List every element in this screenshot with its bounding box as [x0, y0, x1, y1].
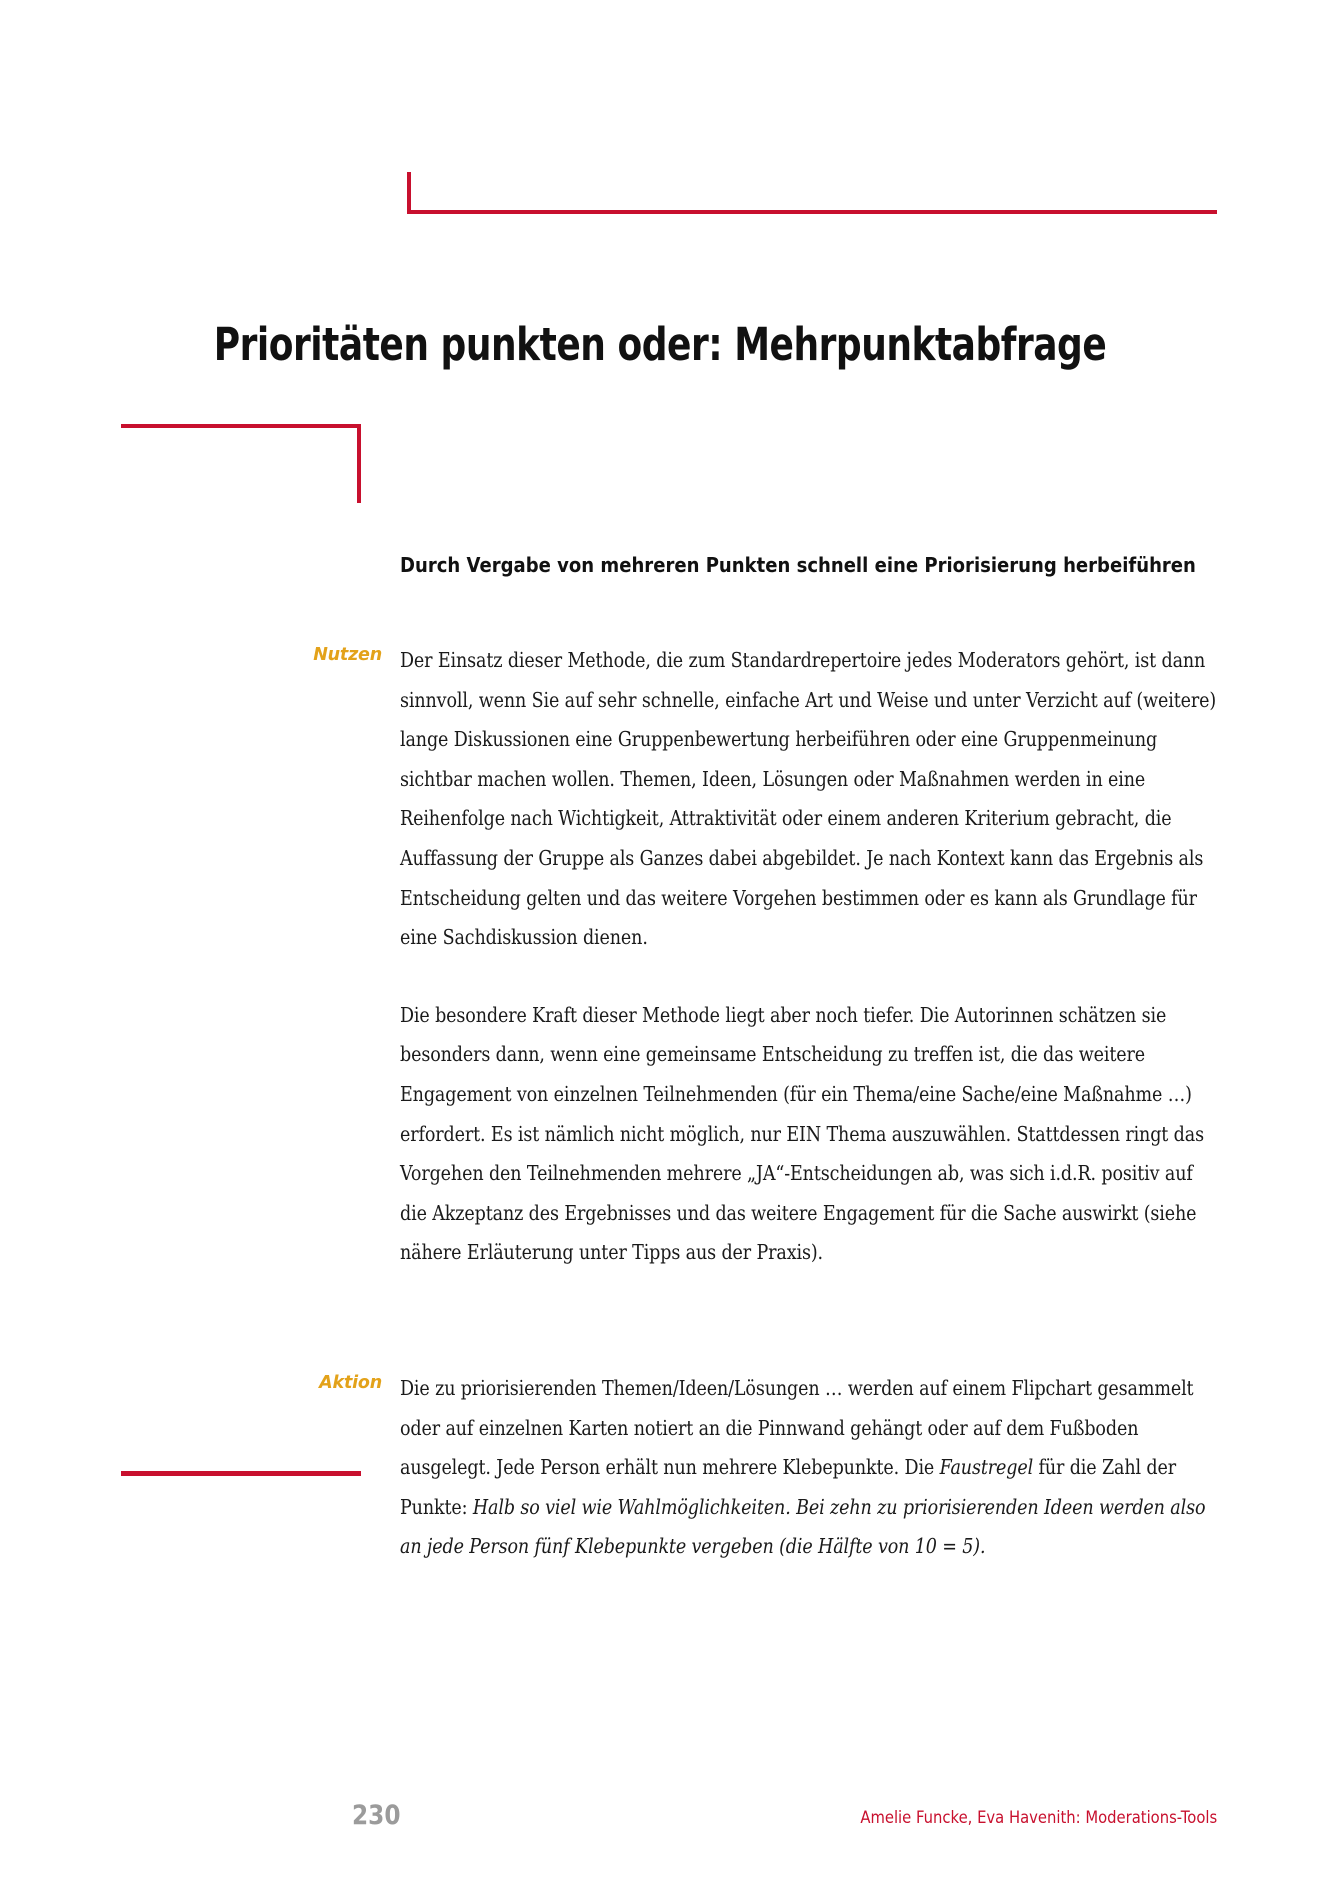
decorative-rule-second-arm	[121, 424, 361, 428]
paragraph: Der Einsatz dieser Methode, die zum Standardrepertoire jedes Moderators gehört, ist dann sinnvoll, wenn Sie auf sehr schnelle, einfache Art und Weise und unter Verzicht auf (weitere) lange Diskussionen eine Gruppenbewertung herbeiführen oder eine Gruppenmeinung sichtbar machen wollen. Themen, Ideen, Lösungen oder Maßnahmen werden in eine Reihenfolge nach Wichtigkeit, Attraktivität oder einem anderen Kriterium gebracht, die Auffassung der Gruppe als Ganzes dabei abgebildet. Je nach Kontext kann das Ergebnis als Entscheidung gelten und das weitere Vorgehen bestimmen oder es kann als Grundlage für eine Sachdiskussion dienen.	[400, 648, 1217, 950]
subtitle: Durch Vergabe von mehreren Punkten schnell eine Priorisierung herbeiführen	[400, 553, 1196, 577]
page-title: Prioritäten punkten oder: Mehrpunktabfrage	[213, 318, 1107, 372]
margin-label-aktion: Aktion	[319, 1372, 382, 1393]
decorative-rule-top-stem	[407, 172, 411, 214]
decorative-rule-top-arm	[407, 210, 1217, 214]
paragraph-lead: Die zu priorisierenden Themen/Ideen/Lösungen … werden auf einem Flipchart gesammelt oder auf einzelnen Karten notiert an die Pinnwand gehängt oder auf dem Fußboden ausgelegt. Jede Person erhält nun mehrere Klebepunkte. Die	[400, 1375, 1194, 1480]
content-column	[313, 546, 1222, 1587]
decorative-rule-third	[121, 1471, 361, 1476]
page-number: 230	[352, 1800, 401, 1831]
paragraph-mid: für die Zahl der Punkte:	[400, 1455, 1177, 1519]
margin-label-nutzen: Nutzen	[313, 645, 382, 665]
decorative-rule-second-stem	[357, 424, 361, 503]
emphasis-faustregel: Faustregel	[939, 1455, 1034, 1480]
emphasis-rule-text: Halb so viel wie Wahlmöglichkeiten. Bei zehn zu priorisierenden Ideen werden also an jede Person fünf Klebepunkte vergeben (die Hälfte von 10 = 5).	[400, 1494, 1206, 1559]
page-footer	[0, 1800, 1320, 1840]
paragraph: Die besondere Kraft dieser Methode liegt aber noch tiefer. Die Autorinnen schätzen sie besonders dann, wenn eine gemeinsame Entscheidung zu treffen ist, die das weitere Engagement von einzelnen Teilnehmenden (für ein Thema/eine Sache/eine Maßnahme …) erfordert. Es ist nämlich nicht möglich, nur EIN Thema auszuwählen. Stattdessen ringt das Vorgehen den Teilnehmenden mehrere „JA“-Entscheidungen ab, was sich i.d.R. positiv auf die Akzeptanz des Ergebnisses und das weitere Engagement für die Sache auswirkt (siehe nähere Erläuterung unter Tipps aus der Praxis).	[400, 1002, 1204, 1265]
section-aktion	[319, 1369, 1222, 1567]
section-nutzen	[313, 641, 1222, 1273]
paragraph	[400, 1369, 1222, 1567]
footer-attribution: Amelie Funcke, Eva Havenith: Moderations-Tools	[860, 1808, 1217, 1828]
